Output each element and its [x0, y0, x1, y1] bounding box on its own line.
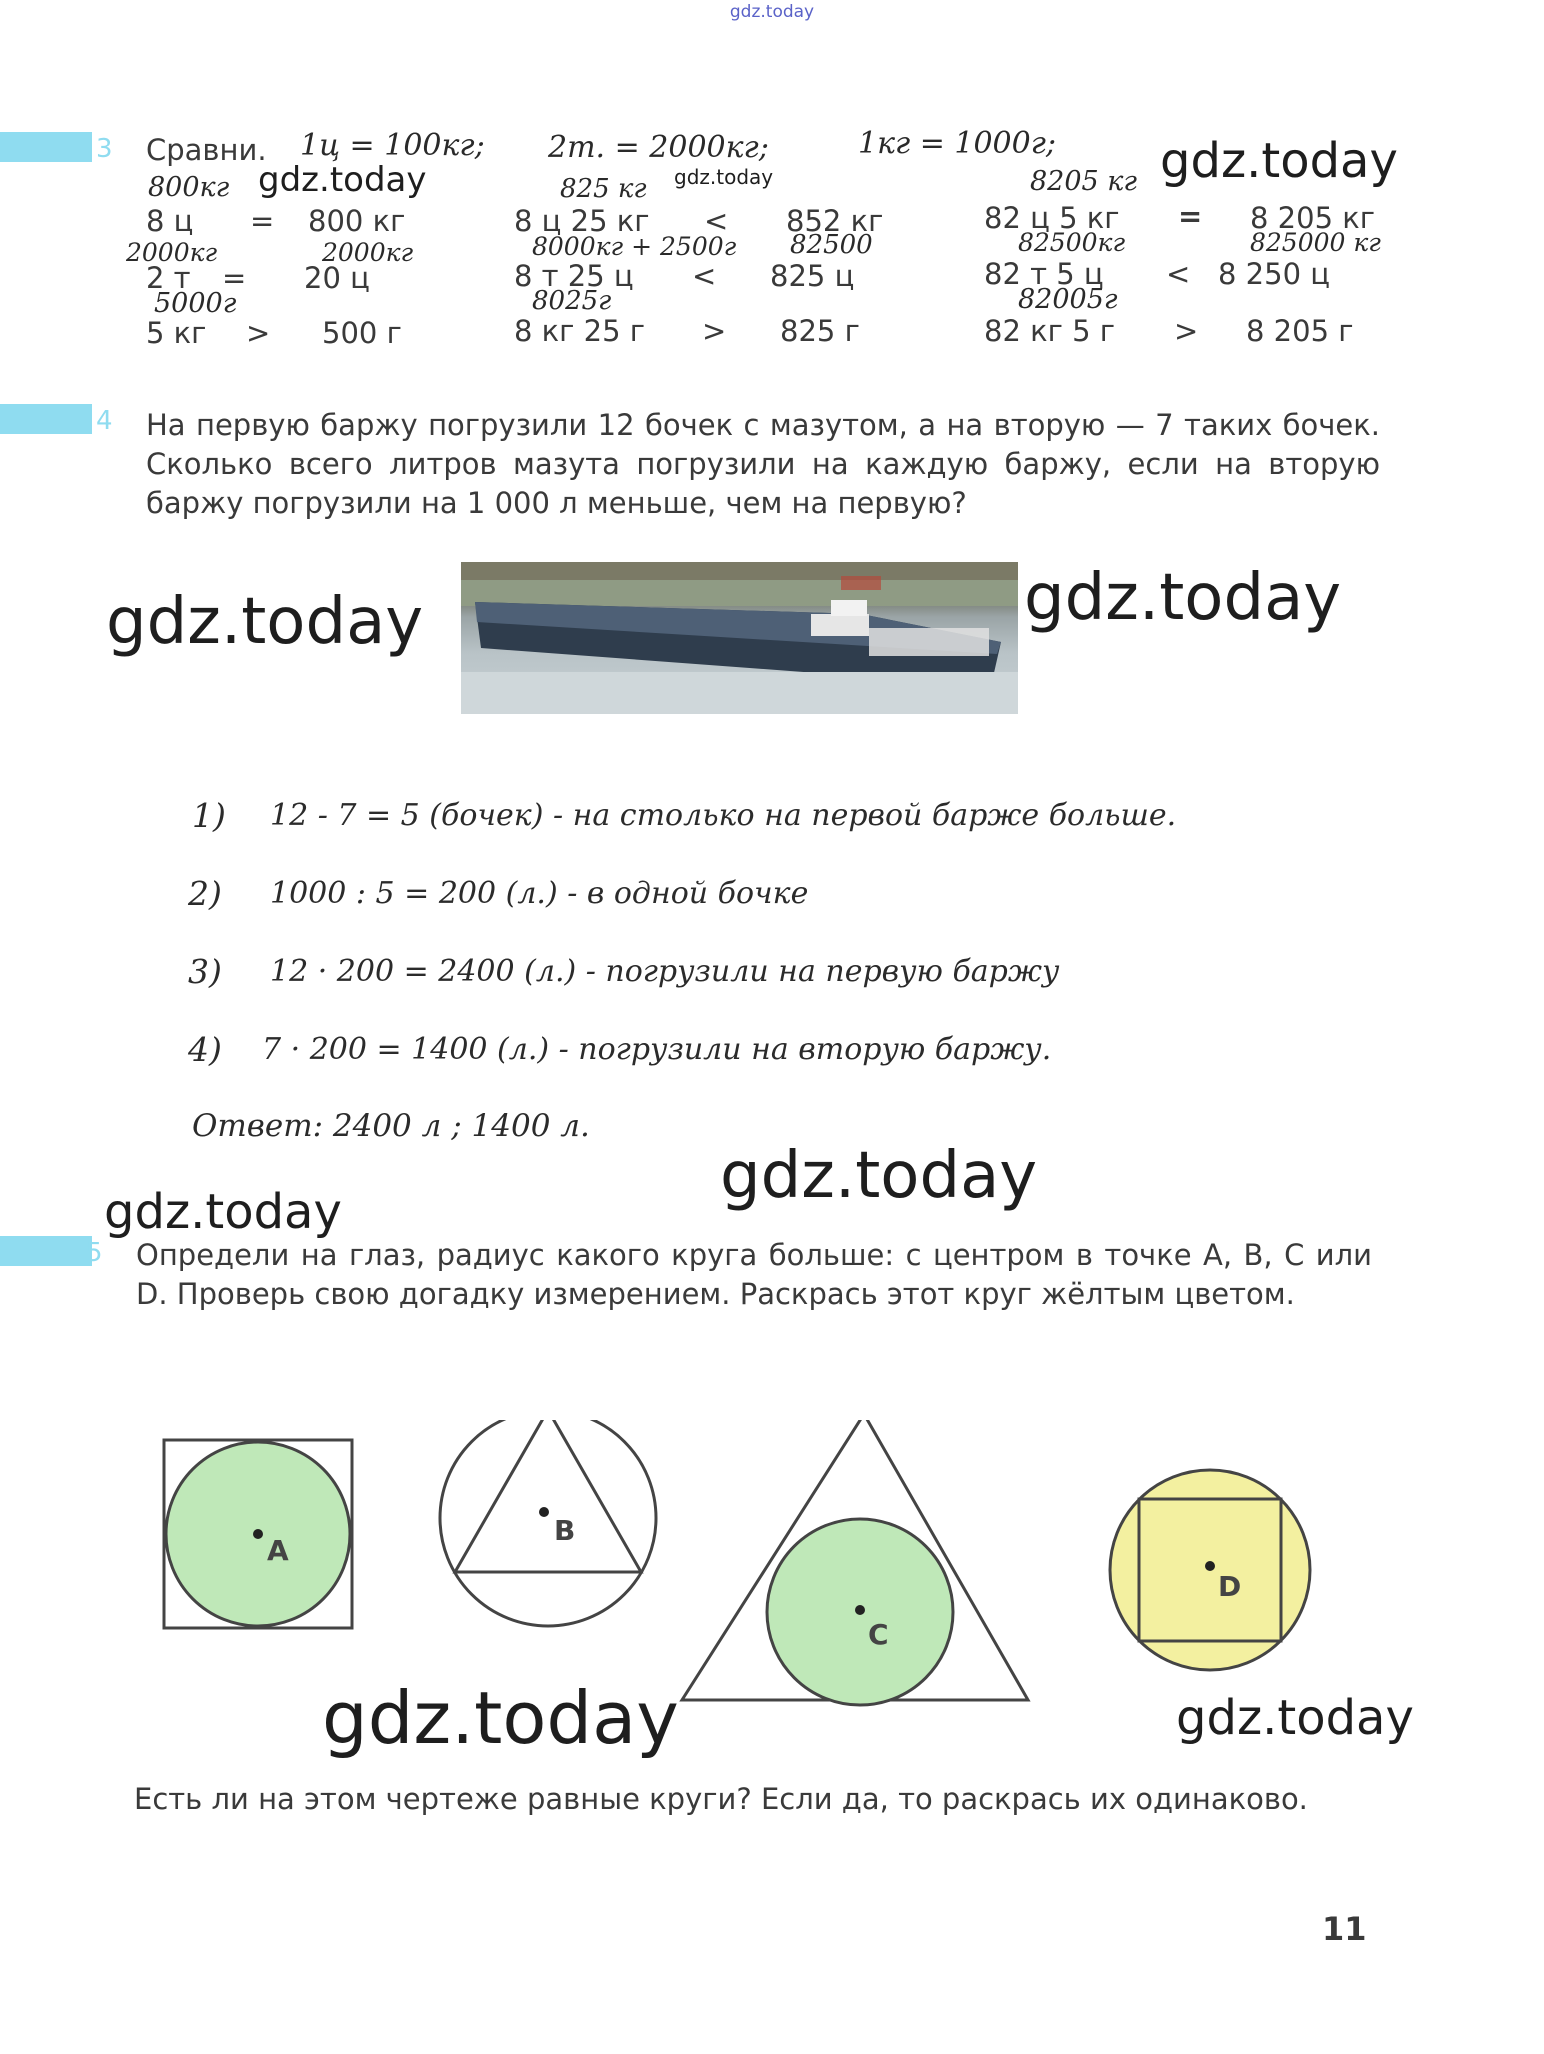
task5-number: 5 [86, 1238, 103, 1268]
task3-sign: < [704, 204, 729, 238]
task3-marker [0, 132, 92, 162]
task3-expr-right: 825 ц [770, 259, 855, 293]
task3-expr-right: 825 г [780, 314, 860, 348]
task4-marker [0, 404, 92, 434]
task3-sign: = [250, 204, 275, 238]
site-header-watermark: gdz.today [729, 2, 815, 22]
task3-expr-left: 82 кг 5 г [984, 314, 1115, 348]
task3-expr-left: 8 ц 25 кг [514, 204, 650, 238]
label-a: A [267, 1534, 289, 1567]
task3-number: 3 [96, 134, 113, 164]
watermark: gdz.today [258, 160, 427, 200]
task3-hint: 82005г [1018, 284, 1118, 315]
solution-step-text: 1000 : 5 = 200 (л.) - в одной бочке [270, 876, 809, 911]
task3-expr-left: 5 кг [146, 316, 207, 350]
task3-hint: 2000кг [126, 238, 218, 267]
watermark: gdz.today [104, 1184, 342, 1240]
task3-expr-right: 852 кг [786, 204, 884, 238]
solution-step-number: 3) [188, 952, 222, 991]
task3-hint: 82500 [790, 230, 873, 260]
task3-sign: > [246, 316, 271, 350]
figure-d [1100, 1460, 1320, 1680]
task4-text: На первую баржу погрузили 12 бочек с мазутом, а на вторую — 7 таких бочек. Сколько всего литров мазута погрузили на каждую баржу, если на вторую баржу погрузили на 1 000 л меньше, чем на первую? [146, 408, 1380, 520]
watermark: gdz.today [1024, 561, 1342, 635]
task3-hint: 8000кг + 2500г [532, 232, 737, 261]
task3-sign: > [1174, 314, 1199, 348]
task3-hint: 5000г [154, 288, 237, 319]
task3-title: Сравни. [146, 133, 267, 167]
task3-expr-left: 8 ц [146, 204, 194, 238]
figure-a [164, 1440, 352, 1628]
task3-sign: > [702, 314, 727, 348]
task3-expr-left: 2 т [146, 261, 191, 295]
figure-c [682, 1420, 1028, 1705]
task3-expr-left: 82 т 5 ц [984, 257, 1104, 291]
barge-illustration [461, 562, 1018, 714]
label-d: D [1218, 1570, 1242, 1603]
task3-hint: 82500кг [1018, 228, 1126, 257]
task3-sign: < [1166, 257, 1191, 291]
task3-note-3: 1кг = 1000г; [858, 126, 1056, 161]
watermark: gdz.today [1176, 1690, 1414, 1746]
task4-number: 4 [96, 406, 113, 436]
task3-hint: 800кг [148, 172, 230, 203]
label-b: B [554, 1514, 576, 1547]
barge-photo [461, 562, 1018, 714]
page-number: 11 [1322, 1910, 1367, 1948]
task3-note-1: 1ц = 100кг; [300, 128, 485, 163]
task3-note-2: 2т. = 2000кг; [548, 130, 769, 165]
task3-expr-left: 82 ц 5 кг [984, 201, 1120, 235]
task3-expr-right: 800 кг [308, 204, 406, 238]
task3-hint: 2000кг [322, 238, 414, 267]
watermark: gdz.today [106, 585, 424, 659]
task3-sign: = [222, 261, 247, 295]
task3-hint: 825000 кг [1250, 228, 1381, 257]
figure-b [440, 1420, 656, 1626]
task5-question: Есть ли на этом чертеже равные круги? Если да, то раскрась их одинаково. [134, 1782, 1308, 1816]
circles-drawing [150, 1420, 1050, 1720]
label-c: C [868, 1618, 889, 1651]
task3-hint: 825 кг [560, 174, 647, 204]
task3-expr-left: 8 кг 25 г [514, 314, 645, 348]
task3-expr-right: 500 г [322, 316, 402, 350]
task3-expr-right: 20 ц [304, 261, 370, 295]
task3-expr-right: 8 205 кг [1250, 201, 1375, 235]
task3-sign: < [692, 259, 717, 293]
watermark: gdz.today [720, 1139, 1038, 1213]
solution-answer: Ответ: 2400 л ; 1400 л. [192, 1108, 590, 1144]
solution-step-text: 12 · 200 = 2400 (л.) - погрузили на первую баржу [270, 954, 1060, 989]
task3-expr-left: 8 т 25 ц [514, 259, 634, 293]
task3-expr-right: 8 205 г [1246, 314, 1354, 348]
solution-step-number: 2) [188, 874, 222, 913]
solution-step-number: 1) [192, 796, 226, 835]
task3-hint: 8025г [532, 286, 612, 316]
solution-step-text: 7 · 200 = 1400 (л.) - погрузили на вторую баржу. [262, 1032, 1052, 1067]
task3-hint: 8205 кг [1030, 166, 1138, 197]
watermark: gdz.today [1160, 133, 1398, 189]
task5-marker [0, 1236, 92, 1266]
watermark: gdz.today [674, 165, 774, 189]
solution-step-number: 4) [188, 1030, 222, 1069]
task3-sign: = [1178, 199, 1203, 233]
task3-expr-right: 8 250 ц [1218, 257, 1330, 291]
watermark: gdz.today [322, 1676, 679, 1760]
task5-text: Определи на глаз, радиус какого круга больше: с центром в точке A, B, C или D. Проверь свою догадку измерением. Раскрась этот круг жёлтым цветом. [136, 1238, 1372, 1311]
solution-step-text: 12 - 7 = 5 (бочек) - на столько на первой барже больше. [270, 798, 1177, 833]
